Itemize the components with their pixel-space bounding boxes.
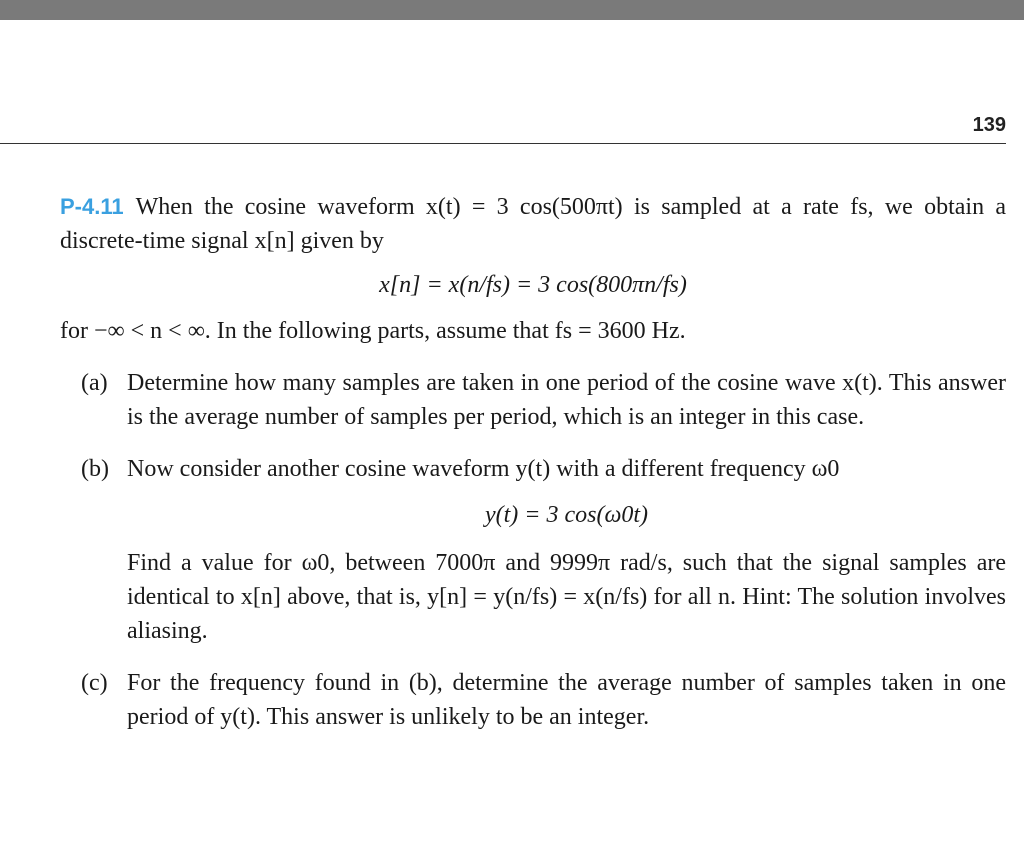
part-b-text-2: Find a value for ω0, between 7000π and 9999π rad/s, such that the signal samples are identical to x[n] above, that is, y[n] = y(n/fs) = x(n/fs) for all n. Hint: The solution involves aliasing. [127,550,1006,644]
top-bar [0,0,1024,20]
header-rule [0,143,1006,144]
part-a-text: Determine how many samples are taken in one period of the cosine wave x(t). This answer is the average number of samples per period, which is an integer in this case. [127,370,1006,430]
page-number: 139 [972,114,1006,136]
problem-number: P-4.11 [60,194,124,219]
part-b-text: Now consider another cosine waveform y(t) with a different frequency ω0 [127,456,840,482]
problem-intro-text: When the cosine waveform x(t) = 3 cos(500πt) is sampled at a rate fs, we obtain a discrete-time signal x[n] given by [60,194,1006,254]
part-c-label: (c) [81,670,108,696]
part-c-text: For the frequency found in (b), determine the average number of samples taken in one period of y(t). This answer is unlikely to be an integer. [127,670,1006,730]
problem-content [60,190,1006,734]
part-a [60,366,1006,434]
part-b [60,452,1006,648]
part-c [60,666,1006,734]
problem-intro [60,190,1006,258]
problem-condition: for −∞ < n < ∞. In the following parts, assume that fs = 3600 Hz. [60,318,686,344]
part-a-label: (a) [81,370,108,396]
sampled-signal-equation: x[n] = x(n/fs) = 3 cos(800πn/fs) [379,272,687,298]
part-b-label: (b) [81,456,109,482]
part-b-equation: y(t) = 3 cos(ω0t) [484,502,649,528]
